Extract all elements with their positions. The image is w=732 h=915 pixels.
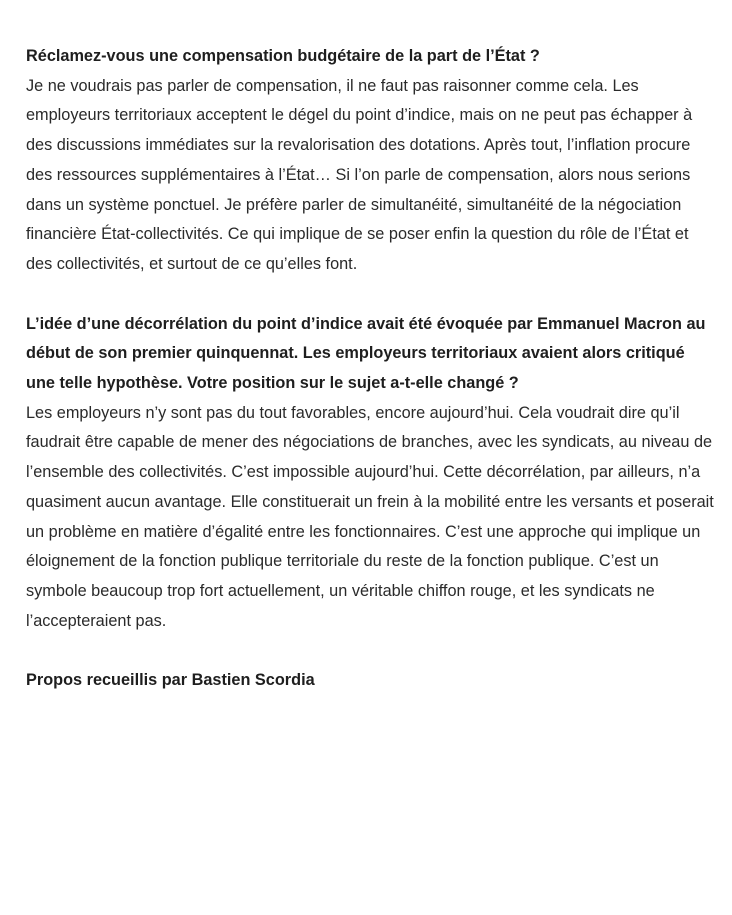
interview-question: Réclamez-vous une compensation budgétaire de la part de l’État ?	[26, 47, 540, 65]
article-body	[26, 42, 714, 696]
qa-block-1	[26, 42, 714, 280]
author-credit: Propos recueillis par Bastien Scordia	[26, 671, 315, 690]
interview-answer: Je ne voudrais pas parler de compensation, il ne faut pas raisonner comme cela. Les employeurs territoriaux acceptent le dégel du point d’indice, mais on ne peut pas échapper à des discussions immédiates sur la revalorisation des dotations. Après tout, l’inflation procure des ressources supplémentaires à l’État… Si l’on parle de compensation, alors nous serions dans un système ponctuel. Je préfère parler de simultanéité, simultanéité de la négociation financière État-collectivités. Ce qui implique de se poser enfin la question du rôle de l’État et des collectivités, et surtout de ce qu’elles font.	[26, 76, 693, 273]
interview-answer: Les employeurs n’y sont pas du tout favorables, encore aujourd’hui. Cela voudrait dire qu’il faudrait être capable de mener des négociations de branches, avec les syndicats, au niveau de l’ensemble des collectivités. C’est impossible aujourd’hui. Cette décorrélation, par ailleurs, n’a quasiment aucun avantage. Elle constituerait un frein à la mobilité entre les versants et poserait un problème en matière d’égalité entre les fonctionnaires. C’est une approche qui implique un éloignement de la fonction publique territoriale du reste de la fonction publique. C’est un symbole beaucoup trop fort actuellement, un véritable chiffon rouge, et les syndicats ne l’accepteraient pas.	[26, 403, 714, 630]
interview-question: L’idée d’une décorrélation du point d’indice avait été évoquée par Emmanuel Macron au début de son premier quinquennat. Les employeurs territoriaux avaient alors critiqué une telle hypothèse. Votre position sur le sujet a-t-elle changé ?	[26, 314, 706, 393]
qa-block-2	[26, 310, 714, 637]
